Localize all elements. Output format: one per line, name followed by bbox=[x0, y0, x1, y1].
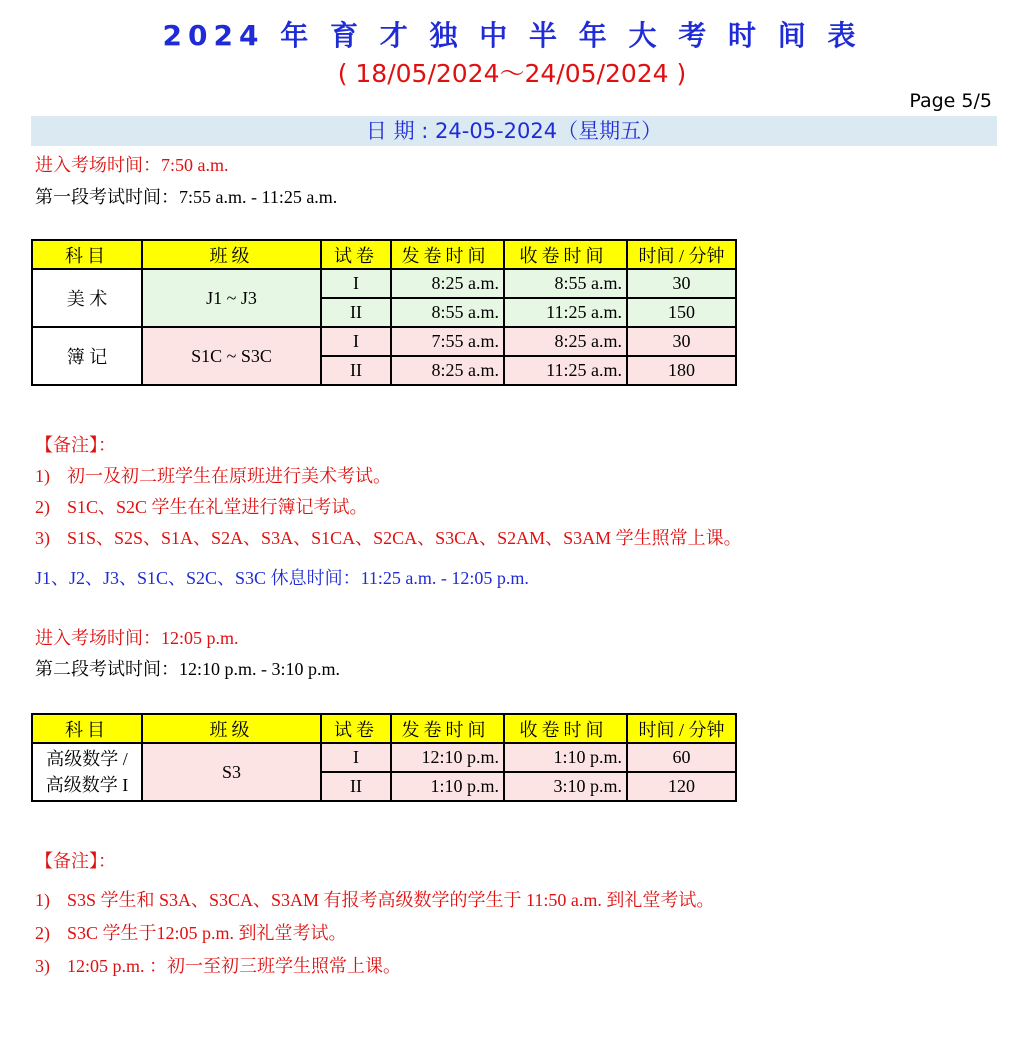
subject-cell: 美 术 bbox=[32, 269, 142, 327]
subject-cell bbox=[32, 743, 142, 801]
header-minutes: 时间 / 分钟 bbox=[627, 240, 736, 269]
start-time-cell: 12:10 p.m. bbox=[391, 743, 504, 772]
exam-date-bar: 日 期 : 24-05-2024（星期五） bbox=[31, 116, 997, 146]
break-time-line: J1、J2、J3、S1C、S2C、S3C 休息时间：11:25 a.m. - 12:05 p.m. bbox=[35, 568, 529, 588]
end-time-cell: 3:10 p.m. bbox=[504, 772, 627, 801]
subject-line-1: 高级数学 / bbox=[46, 749, 128, 769]
header-end-time: 收卷时间 bbox=[504, 240, 627, 269]
header-end-time: 收卷时间 bbox=[504, 714, 627, 743]
subject-line-2: 高级数学 I bbox=[45, 775, 129, 795]
paper-cell: I bbox=[321, 269, 391, 298]
date-range-subtitle: ( 18/05/2024～24/05/2024 ) bbox=[337, 59, 687, 88]
session2-exam-time: 第二段考试时间：12:10 p.m. - 3:10 p.m. bbox=[35, 659, 340, 679]
class-cell: S3 bbox=[142, 743, 321, 801]
header-class: 班级 bbox=[142, 714, 321, 743]
note-text: S3S 学生和 S3A、S3CA、S3AM 有报考高级数学的学生于 11:50 a.m. 到礼堂考试。 bbox=[67, 890, 715, 910]
note-number: 3) bbox=[35, 528, 50, 548]
paper-cell: II bbox=[321, 298, 391, 327]
session1-exam-time: 第一段考试时间：7:55 a.m. - 11:25 a.m. bbox=[35, 187, 338, 207]
note-number: 3) bbox=[35, 956, 50, 976]
header-minutes: 时间 / 分钟 bbox=[627, 714, 736, 743]
note-text: S1S、S2S、S1A、S2A、S3A、S1CA、S2CA、S3CA、S2AM、S3AM 学生照常上课。 bbox=[67, 528, 742, 548]
note-text: S3C 学生于12:05 p.m. 到礼堂考试。 bbox=[67, 923, 347, 943]
header-subject: 科目 bbox=[32, 240, 142, 269]
list-item bbox=[35, 919, 347, 945]
end-time-cell: 1:10 p.m. bbox=[504, 743, 627, 772]
class-cell: J1 ~ J3 bbox=[142, 269, 321, 327]
notes1-heading: 【备注】： bbox=[35, 435, 116, 455]
header-paper: 试卷 bbox=[321, 714, 391, 743]
header-start-time: 发卷时间 bbox=[391, 240, 504, 269]
list-item bbox=[35, 462, 391, 488]
table-header-row bbox=[32, 240, 736, 269]
note-text: S1C、S2C 学生在礼堂进行簿记考试。 bbox=[67, 497, 368, 517]
note-number: 2) bbox=[35, 923, 50, 943]
paper-cell: I bbox=[321, 743, 391, 772]
start-time-cell: 7:55 a.m. bbox=[391, 327, 504, 356]
start-time-cell: 8:25 a.m. bbox=[391, 356, 504, 385]
table-row bbox=[32, 327, 736, 356]
session1-enter-time: 进入考场时间：7:50 a.m. bbox=[35, 155, 229, 175]
table-row bbox=[32, 269, 736, 298]
subject-cell: 簿 记 bbox=[32, 327, 142, 385]
end-time-cell: 11:25 a.m. bbox=[504, 298, 627, 327]
minutes-cell: 150 bbox=[627, 298, 736, 327]
session2-enter-time: 进入考场时间：12:05 p.m. bbox=[35, 628, 239, 648]
end-time-cell: 11:25 a.m. bbox=[504, 356, 627, 385]
header-paper: 试卷 bbox=[321, 240, 391, 269]
minutes-cell: 180 bbox=[627, 356, 736, 385]
class-cell: S1C ~ S3C bbox=[142, 327, 321, 385]
list-item bbox=[35, 886, 714, 912]
exam-table-session2 bbox=[31, 713, 737, 802]
list-item bbox=[35, 524, 742, 550]
start-time-cell: 1:10 p.m. bbox=[391, 772, 504, 801]
minutes-cell: 60 bbox=[627, 743, 736, 772]
exam-table-session1 bbox=[31, 239, 737, 386]
list-item bbox=[35, 952, 401, 978]
paper-cell: II bbox=[321, 356, 391, 385]
header-class: 班级 bbox=[142, 240, 321, 269]
note-number: 1) bbox=[35, 466, 50, 486]
note-text: 12:05 p.m. ：初一至初三班学生照常上课。 bbox=[67, 956, 402, 976]
start-time-cell: 8:55 a.m. bbox=[391, 298, 504, 327]
minutes-cell: 30 bbox=[627, 269, 736, 298]
list-item bbox=[35, 493, 368, 519]
minutes-cell: 120 bbox=[627, 772, 736, 801]
table-row bbox=[32, 743, 736, 772]
end-time-cell: 8:25 a.m. bbox=[504, 327, 627, 356]
start-time-cell: 8:25 a.m. bbox=[391, 269, 504, 298]
note-text: 初一及初二班学生在原班进行美术考试。 bbox=[67, 466, 391, 486]
minutes-cell: 30 bbox=[627, 327, 736, 356]
note-number: 1) bbox=[35, 890, 50, 910]
paper-cell: II bbox=[321, 772, 391, 801]
header-subject: 科目 bbox=[32, 714, 142, 743]
page-number: Page 5/5 bbox=[909, 90, 992, 112]
notes2-heading: 【备注】： bbox=[35, 851, 116, 871]
table-header-row bbox=[32, 714, 736, 743]
paper-cell: I bbox=[321, 327, 391, 356]
page-title: 2024 年 育 才 独 中 半 年 大 考 时 间 表 bbox=[162, 19, 862, 52]
header-start-time: 发卷时间 bbox=[391, 714, 504, 743]
end-time-cell: 8:55 a.m. bbox=[504, 269, 627, 298]
note-number: 2) bbox=[35, 497, 50, 517]
